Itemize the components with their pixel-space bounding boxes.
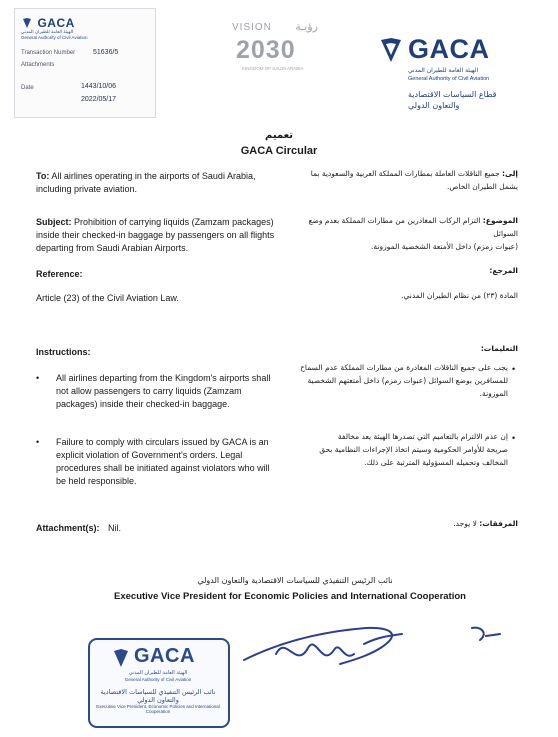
to-text-en-1: All airlines operating in the airports of Saudi Arabia,	[51, 171, 256, 181]
subject-label-ar: الموضوع:	[482, 216, 518, 225]
brand-sector-ar-1: قطاع السياسات الاقتصادية	[408, 90, 497, 99]
instruction-line: Failure to comply with circulars issued by GACA is an	[56, 437, 269, 447]
transaction-stamp	[14, 8, 156, 118]
official-seal	[88, 638, 230, 728]
instruction-line: be held responsible.	[56, 476, 137, 486]
instruction-line: explicit violation of Government's orders. Legal	[56, 450, 243, 460]
instruction-item-ar	[292, 430, 508, 469]
subject-en	[36, 216, 296, 255]
gaca-brand	[378, 34, 508, 124]
instruction-line: يجب على جميع الناقلات المغادرة من مطارات المملكة عدم السماح	[300, 363, 508, 372]
heading-ar: تعميم	[264, 130, 294, 141]
signatory-title-ar: نائب الرئيس التنفيذي للسياسات الاقتصادية والتعاون الدولي	[197, 576, 393, 585]
instruction-line: المخالف وتحميله المسؤولية المترتبة على ذلك.	[364, 458, 508, 467]
to-text-ar-2: يشمل الطيران الخاص.	[446, 182, 518, 191]
gaca-emblem-icon	[112, 648, 130, 668]
transaction-number: 51636/5	[93, 49, 119, 56]
brand-logo-text: GACA	[408, 34, 490, 64]
to-label-ar: إلى:	[502, 169, 518, 178]
vision-ar: رؤيـة	[295, 20, 318, 33]
seal-title-ar: نائب الرئيس التنفيذي للسياسات الاقتصادية والتعاون الدولي	[100, 688, 216, 704]
bullet-icon: •	[36, 373, 40, 383]
stamp-logo-en: General Authority of Civil Aviation	[21, 35, 88, 40]
bullet-icon: •	[36, 437, 40, 447]
vision-title: VISION	[232, 22, 272, 33]
instruction-line: procedures shall be initiated against violators who will	[56, 463, 270, 473]
gaca-emblem-icon	[21, 17, 33, 29]
instruction-line: صريحة للأوامر الحكومية وسيتم اتخاذ الإجراءات النظامية بحق	[319, 445, 508, 454]
seal-ar-name: الهيئة العامة للطيران المدني	[128, 670, 188, 676]
instruction-item-en	[56, 372, 288, 411]
subject-ar	[290, 214, 518, 253]
brand-en-name: General Authority of Civil Aviation	[408, 76, 490, 82]
vision-sub: KINGDOM OF SAUDI ARABIA	[242, 66, 304, 71]
attachments-label-ar: المرفقات:	[479, 519, 518, 528]
seal-en-name: General Authority of Civil Aviation	[124, 677, 192, 682]
brand-ar-name: الهيئة العامة للطيران المدني	[408, 67, 479, 74]
attachments-label: Attachments	[21, 62, 55, 68]
to-ar	[290, 167, 518, 193]
subject-text-en-3: departing from Saudi Arabian Airports.	[36, 243, 189, 253]
stamp-logo: GACA	[21, 14, 75, 32]
attachments-en	[36, 522, 121, 535]
attachments-value-ar: لا يوجد.	[453, 519, 477, 528]
reference-label-en: Reference:	[36, 269, 83, 279]
gaca-emblem-icon	[378, 36, 404, 64]
to-label-en: To:	[36, 171, 50, 181]
instruction-line: All airlines departing from the Kingdom's airports shall	[56, 373, 271, 383]
vision-2030-logo	[232, 22, 318, 82]
reference-text-ar: المادة (٢٣) من نظام الطيران المدني.	[401, 291, 518, 300]
instruction-line: packages) inside their checked-in baggage.	[56, 399, 230, 409]
bullet-icon: •	[512, 364, 516, 374]
bullet-icon: •	[512, 433, 516, 443]
date-gregorian: 2022/05/17	[81, 96, 117, 103]
date-hijri: 1443/10/06	[81, 83, 117, 90]
seal-title-en: Executive Vice President, Economic Policies and International Cooperation	[96, 704, 220, 714]
subject-text-en-1: Prohibition of carrying liquids (Zamzam packages)	[74, 217, 274, 227]
transaction-label: Transaction Number	[21, 50, 76, 56]
instructions-label-ar: التعليمات:	[480, 344, 518, 353]
to-en	[36, 170, 296, 196]
attachments-ar	[380, 517, 518, 530]
subject-text-en-2: inside their checked-in baggage by passengers on all flights	[36, 230, 275, 240]
subject-text-ar-1: التزام الركاب المغادرين من مطارات المملكة بعدم وضع السوائل	[308, 216, 518, 238]
reference-text-en: Article (23) of the Civil Aviation Law.	[36, 293, 179, 303]
vision-year: 2030	[236, 36, 296, 64]
stamp-logo-ar: الهيئة العامة للطيران المدني	[21, 29, 74, 34]
seal-logo: GACA	[134, 645, 195, 667]
subject-label-en: Subject:	[36, 217, 72, 227]
instruction-line: إن عدم الالتزام بالتعاميم التي تصدرها الهيئة يعد مخالفة	[337, 432, 508, 441]
instruction-line: الموزونة.	[479, 389, 508, 398]
to-text-en-2: including private aviation.	[36, 184, 138, 194]
brand-sector-ar-2: والتعاون الدولي	[408, 101, 460, 110]
signatory-title-en: Executive Vice President for Economic Policies and International Cooperation	[114, 591, 466, 602]
attachments-value-en: Nil.	[108, 523, 122, 533]
reference-label-ar: المرجع:	[489, 266, 518, 275]
heading-en: GACA Circular	[240, 145, 318, 157]
instruction-item-en	[56, 436, 288, 488]
subject-text-ar-2: (عبوات زمزم) داخل الأمتعة الشخصية الموزونة.	[371, 242, 518, 251]
date-label: Date	[21, 85, 34, 91]
attachments-label-en: Attachment(s):	[36, 523, 100, 533]
instructions-label-en: Instructions:	[36, 347, 91, 357]
to-text-ar-1: جميع الناقلات العاملة بمطارات المملكة العربية والسعودية بما	[310, 169, 500, 178]
instruction-item-ar	[292, 361, 508, 400]
instruction-line: للمسافرين بوضع السوائل (عبوات زمزم) داخل أمتعتهم الشخصية	[307, 376, 508, 385]
instruction-line: not allow passengers to carry liquids (Zamzam	[56, 386, 242, 396]
handwritten-signature	[236, 614, 516, 684]
